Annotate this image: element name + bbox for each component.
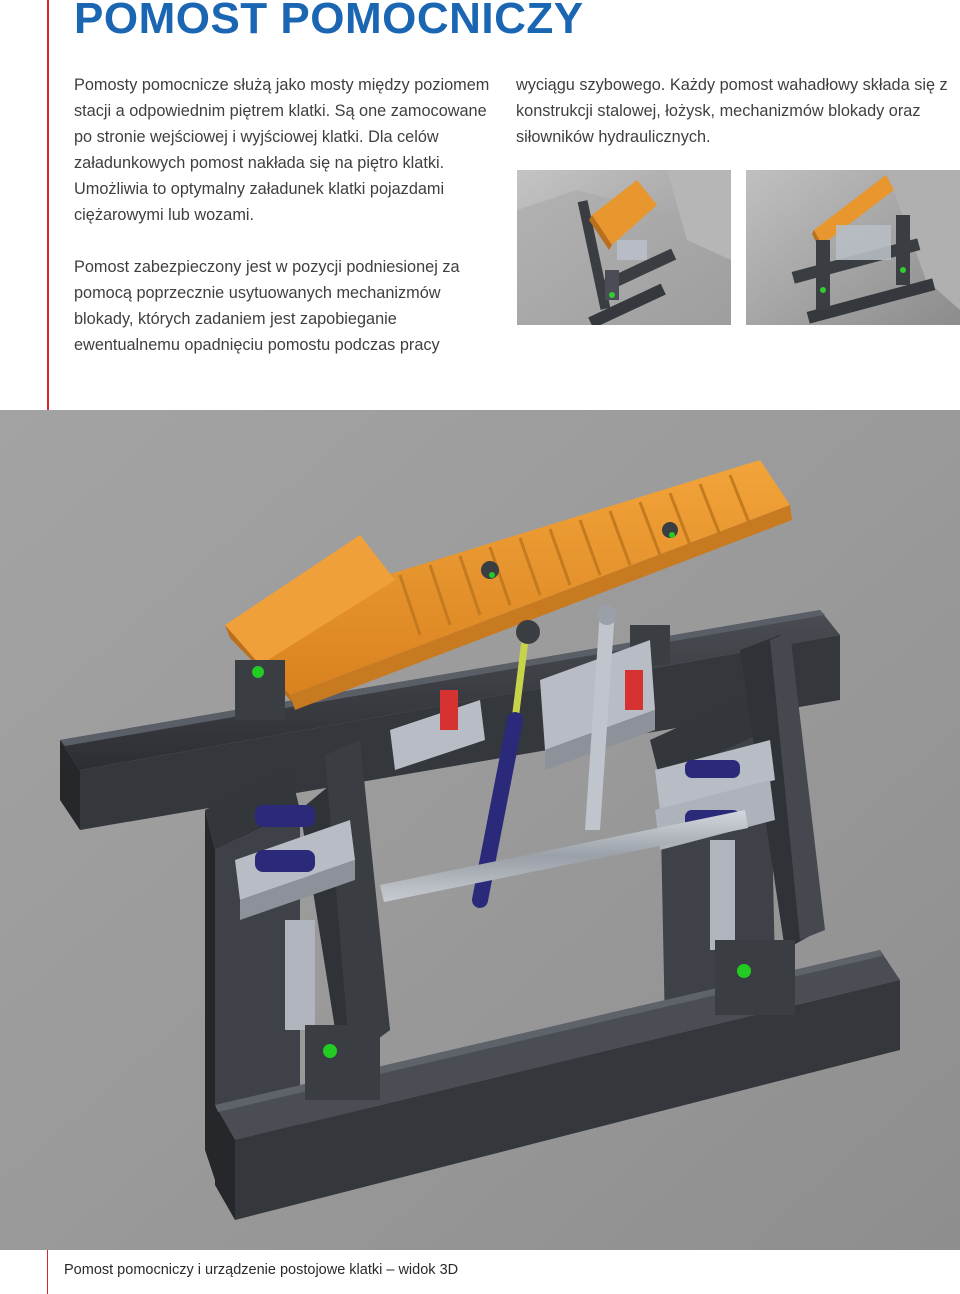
thumbnail-platform-lowered xyxy=(746,170,960,325)
thumbnail-platform-raised xyxy=(517,170,731,325)
paragraph-components: wyciągu szybowego. Każdy pomost wahadłowy składa się z konstrukcji stalowej, łożysk, mechanizmów blokady oraz siłowników hydraulicznych. xyxy=(516,76,948,146)
paragraph-intro: Pomosty pomocnicze służą jako mosty między poziomem stacji a odpowiednim piętrem klatki. Są one zamocowane po stronie wejściowej i wyjściowej klatki. Dla celów załadunkowych pomost nakłada się na piętro klatki. Umożliwia to optymalny załadunek klatki pojazdami ciężarowymi lub wozami. xyxy=(74,76,490,224)
page-title: POMOST POMOCNICZY xyxy=(74,0,584,43)
figure-caption: Pomost pomocniczy i urządzenie postojowe klatki – widok 3D xyxy=(64,1262,459,1278)
main-3d-figure xyxy=(0,410,960,1250)
paragraph-locking: Pomost zabezpieczony jest w pozycji podniesionej za pomocą poprzecznie usytuowanych mechanizmów blokady, których zadaniem jest zapobieganie ewentualnemu opadnięciu pomostu podczas pracy xyxy=(74,258,460,354)
